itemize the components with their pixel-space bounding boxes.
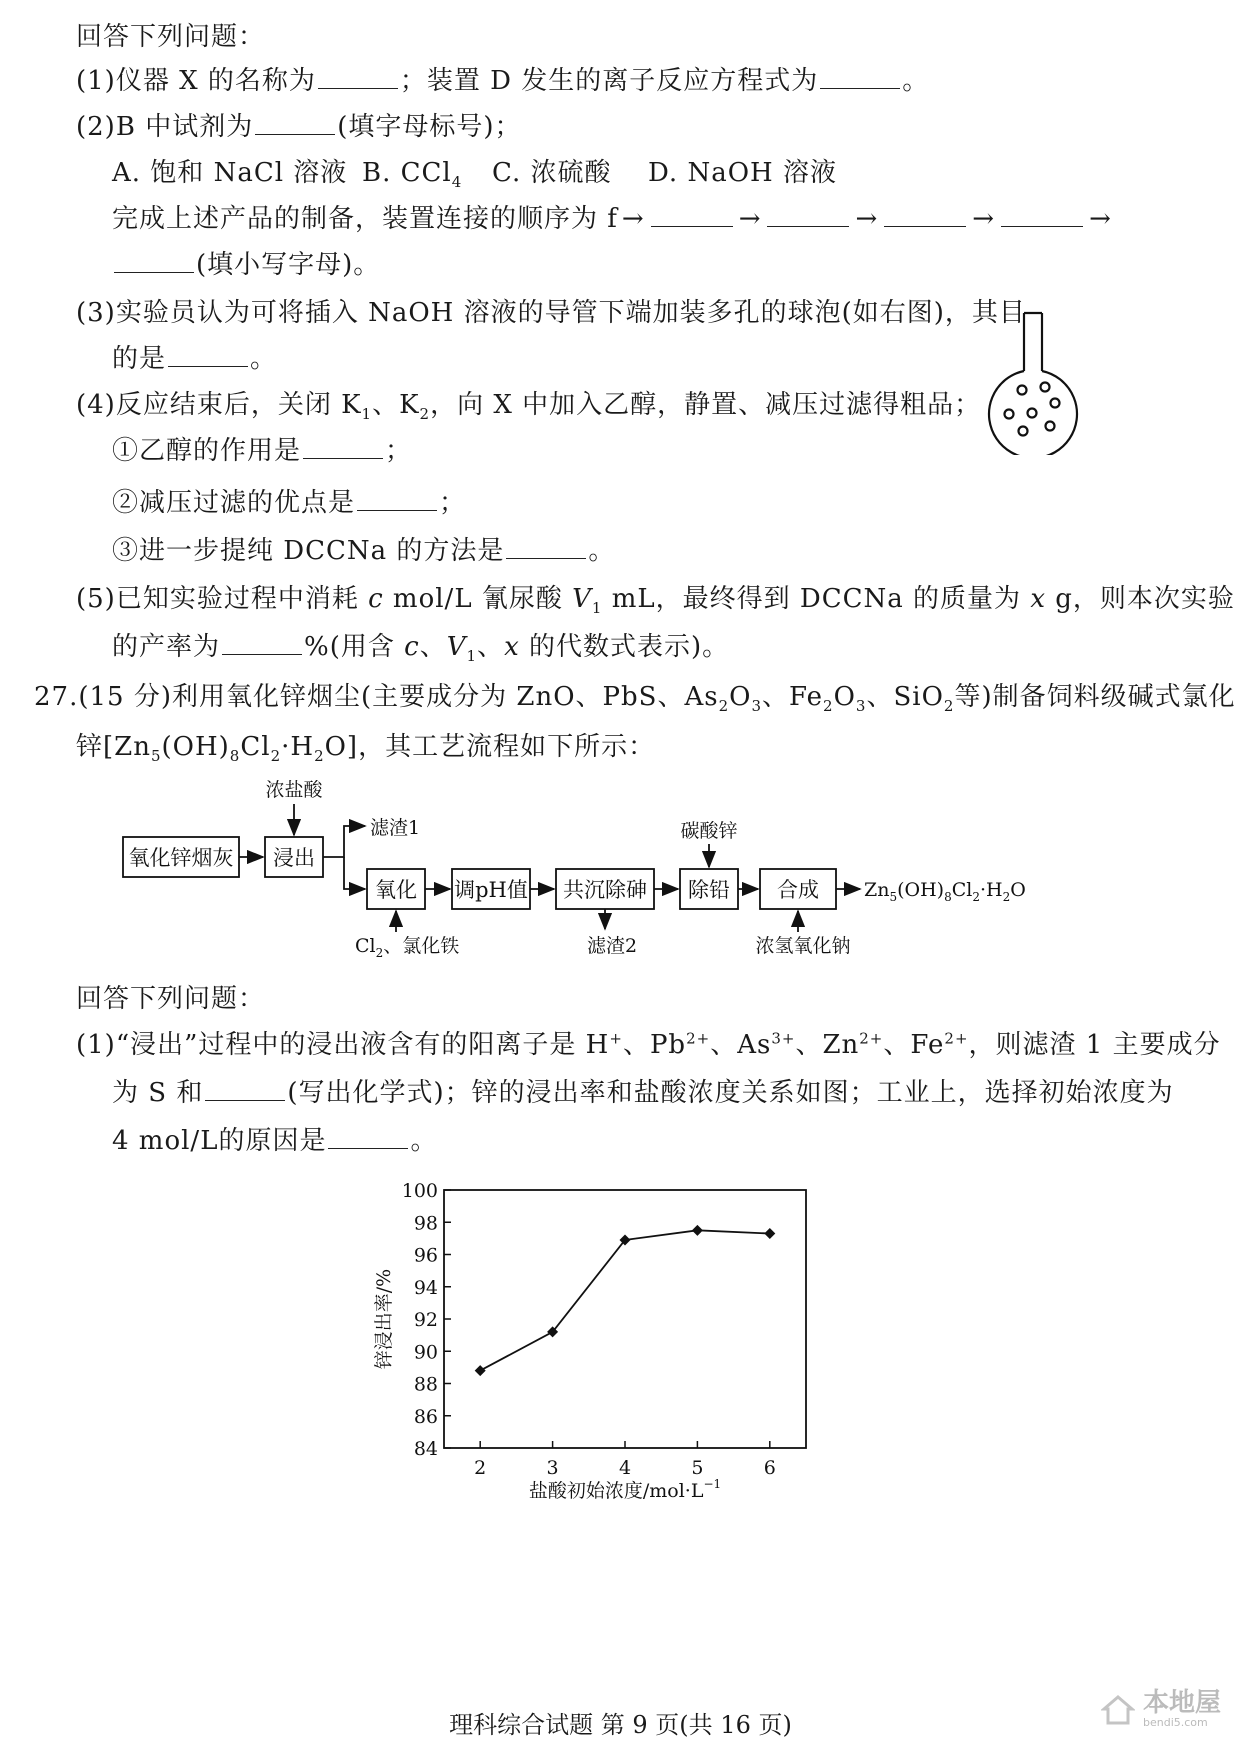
answer-blank[interactable] — [318, 66, 398, 89]
y-tick-label: 96 — [413, 1244, 438, 1267]
ion-charge: + — [609, 1029, 623, 1048]
q3-text-a: 的是 — [112, 344, 167, 374]
question-5 — [76, 582, 1235, 616]
q27-sub: 2 — [943, 697, 955, 716]
porous-bulb-figure — [985, 305, 1085, 455]
bulb-hole — [1019, 427, 1028, 436]
product-sub: 2 — [972, 890, 980, 904]
answer-blank[interactable] — [328, 1126, 408, 1149]
q27-text: O]，其工艺流程如下所示： — [324, 732, 656, 762]
flow-oxidize-label: 氧化 — [375, 878, 417, 902]
q27-text: ·H — [281, 732, 315, 762]
flow-arrow — [323, 826, 365, 857]
answer-blank[interactable] — [1001, 204, 1083, 227]
y-tick-label: 94 — [413, 1276, 438, 1299]
q27-1-text: (1)“浸出”过程中的浸出液含有的阳离子是 H — [76, 1030, 610, 1060]
oxidize-input-cl: Cl — [355, 935, 376, 957]
q5-sep: 、 — [477, 632, 505, 662]
answer-blank[interactable] — [303, 436, 383, 459]
product-part: Zn — [864, 879, 890, 901]
flow-remove-pb-input: 碳酸锌 — [680, 820, 738, 842]
q5-text-a: (5)已知实验过程中消耗 — [76, 584, 369, 614]
question-27 — [34, 680, 1236, 714]
order-end — [112, 248, 380, 282]
answer-blank[interactable] — [205, 1078, 285, 1101]
q1-text-c: 。 — [902, 66, 930, 96]
flow-arrow — [344, 857, 365, 889]
watermark-title: 本地屋 — [1142, 1688, 1221, 1718]
process-flow-diagram — [0, 780, 1241, 965]
q4-text-a: (4)反应结束后，关闭 K — [76, 390, 362, 420]
bulb-hole — [1041, 383, 1050, 392]
option-d: D. NaOH 溶液 — [648, 158, 837, 188]
bulb-hole — [1018, 386, 1027, 395]
q5-sep: 、 — [419, 632, 447, 662]
q5-var-c: c — [368, 584, 384, 614]
product-part: ·H — [979, 879, 1003, 901]
q27-text: (OH) — [161, 732, 230, 762]
y-tick-label: 86 — [413, 1405, 438, 1428]
order-text: 完成上述产品的制备，装置连接的顺序为 f — [112, 204, 618, 234]
q5-sub: 1 — [466, 647, 478, 666]
q27-1-text: ，则滤渣 1 主要成分 — [968, 1030, 1221, 1060]
q27-text: 等)制备饲料级碱式氯化 — [954, 682, 1236, 712]
q4-sub: 2 — [419, 405, 431, 424]
product-sub: 8 — [944, 890, 952, 904]
product-part: (OH) — [897, 879, 945, 901]
q27-text: O — [833, 682, 856, 712]
arrow-icon: → — [621, 204, 645, 234]
q27-1-text: 、Pb — [622, 1030, 687, 1060]
q4-2-text: ②减压过滤的优点是 — [112, 488, 356, 518]
y-tick-label: 90 — [413, 1341, 438, 1364]
flow-product — [864, 879, 1026, 904]
flow-residue1: 滤渣1 — [370, 817, 421, 839]
q1-text-a: (1)仪器 X 的名称为 — [76, 66, 316, 96]
arrow-icon: → — [855, 204, 879, 234]
answer-blank[interactable] — [506, 536, 586, 559]
q5-end: 的代数式表示)。 — [519, 632, 730, 662]
zinc-leach-rate-chart — [360, 1172, 840, 1512]
x-axis-label-text: 盐酸初始浓度/mol·L — [528, 1480, 704, 1502]
y-tick-label: 100 — [401, 1180, 438, 1202]
flow-leach-input: 浓盐酸 — [265, 780, 323, 801]
option-a: A. 饱和 NaCl 溶液 — [112, 158, 348, 188]
flow-synth-label: 合成 — [777, 878, 819, 902]
oxidize-input-rest: 、氯化铁 — [383, 935, 460, 957]
q27-1-text: 4 mol/L的原因是 — [112, 1126, 327, 1156]
flow-adjust-ph-label: 调pH值 — [454, 878, 528, 902]
ion-charge: 3+ — [771, 1029, 796, 1048]
answer-blank[interactable] — [884, 204, 966, 227]
watermark-sub: bendi5.com — [1142, 1716, 1208, 1729]
question-27-cont — [76, 730, 655, 764]
q27-sub: 3 — [855, 697, 867, 716]
answer-blank[interactable] — [255, 112, 335, 135]
q5-yield: 的产率为 — [112, 632, 221, 662]
answer-intro-2: 回答下列问题： — [76, 984, 266, 1014]
ion-charge: 2+ — [859, 1029, 884, 1048]
q27-sub: 2 — [314, 747, 325, 766]
q5-var-v: V — [572, 584, 592, 614]
question-27-1-end — [112, 1124, 437, 1158]
arrow-icon: → — [1089, 204, 1112, 234]
question-27-1 — [76, 1028, 1221, 1062]
connection-order — [112, 202, 1116, 236]
q27-sub: 8 — [229, 747, 241, 766]
q4-2-end: ； — [439, 488, 467, 518]
arrow-icon: → — [738, 204, 762, 234]
q27-text: Cl — [240, 732, 271, 762]
q2-text-b: (填字母标号)； — [337, 112, 522, 142]
data-point-diamond — [475, 1365, 486, 1376]
answer-blank[interactable] — [222, 632, 302, 655]
q4-sub: 1 — [361, 405, 373, 424]
x-tick-label: 6 — [763, 1457, 776, 1479]
flow-start-label: 氧化锌烟灰 — [128, 846, 234, 870]
x-tick-label: 2 — [474, 1457, 487, 1479]
q4-text-c: ，向 X 中加入乙醇，静置、减压过滤得粗品； — [430, 390, 982, 420]
product-sub: 2 — [1002, 890, 1011, 904]
house-logo-icon — [1101, 1693, 1135, 1727]
question-5-cont — [112, 630, 729, 664]
x-axis-label — [529, 1477, 721, 1502]
question-27-1-cont — [112, 1076, 1174, 1110]
q5-var-v: V — [446, 632, 467, 662]
product-part: O — [1010, 879, 1026, 901]
q27-sub: 2 — [270, 747, 282, 766]
q27-text: O — [729, 682, 752, 712]
q27-text: 、SiO — [866, 682, 944, 712]
question-3: (3)实验员认为可将插入 NaOH 溶液的导管下端加装多孔的球泡(如右图)，其目 — [76, 298, 1026, 328]
page-footer: 理科综合试题 第 9 页(共 16 页) — [449, 1711, 792, 1739]
y-tick-label: 92 — [413, 1309, 438, 1331]
question-2 — [76, 110, 522, 144]
flow-leach-label: 浸出 — [273, 846, 315, 870]
flow-residue2: 滤渣2 — [586, 935, 638, 957]
q4-3-text: ③进一步提纯 DCCNa 的方法是 — [112, 536, 505, 566]
plot-frame — [444, 1190, 806, 1448]
q4-3-end: 。 — [588, 536, 616, 566]
q27-text: 锌[Zn — [76, 732, 151, 762]
question-4-1 — [112, 434, 412, 468]
q27-1-text: 、As — [710, 1030, 772, 1060]
series-line — [480, 1230, 770, 1370]
ion-charge: 2+ — [944, 1029, 969, 1048]
product-sub: 5 — [889, 890, 898, 904]
q5-text-b: mol/L 氰尿酸 — [383, 584, 573, 614]
answer-blank[interactable] — [651, 204, 733, 227]
y-tick-label: 98 — [413, 1212, 438, 1235]
q27-sub: 5 — [150, 747, 162, 766]
q27-1-text: 。 — [410, 1126, 438, 1156]
answer-blank[interactable] — [357, 488, 437, 511]
q4-1-text: ①乙醇的作用是 — [112, 436, 302, 466]
question-4-3 — [112, 534, 615, 568]
option-b-sub: 4 — [451, 173, 463, 192]
answer-blank[interactable] — [114, 250, 194, 273]
option-b — [362, 156, 462, 190]
question-4-2 — [112, 486, 466, 520]
q3-text-b: 。 — [250, 344, 278, 374]
q4-text-b: 、K — [372, 390, 420, 420]
flow-oxidize-input — [355, 935, 459, 960]
q27-text: 27.(15 分)利用氧化锌烟尘(主要成分为 ZnO、PbS、As — [34, 682, 719, 712]
q27-1-text: 为 S 和 — [112, 1078, 204, 1108]
question-1 — [76, 64, 929, 98]
watermark — [1101, 1690, 1221, 1729]
q5-var-x: x — [1030, 584, 1046, 614]
answer-intro: 回答下列问题： — [76, 22, 266, 52]
q27-1-text: (写出化学式)；锌的浸出率和盐酸浓度关系如图；工业上，选择初始浓度为 — [287, 1078, 1174, 1108]
flow-synth-input: 浓氢氧化钠 — [755, 935, 851, 957]
x-axis — [474, 1441, 776, 1479]
q5-text-d: mL，最终得到 DCCNa 的质量为 — [602, 584, 1031, 614]
oxidize-input-sub: 2 — [375, 946, 384, 960]
q4-1-end: ； — [385, 436, 413, 466]
q27-sub: 2 — [718, 697, 730, 716]
y-axis-label: 锌浸出率/% — [373, 1268, 395, 1370]
arrow-icon: → — [972, 204, 996, 234]
x-tick-label: 3 — [546, 1457, 559, 1479]
q27-1-text: 、Zn — [795, 1030, 860, 1060]
data-point-diamond — [692, 1225, 703, 1236]
order-end-text: (填小写字母)。 — [196, 250, 381, 280]
data-markers — [475, 1225, 776, 1376]
bulb-outline — [989, 371, 1077, 455]
bulb-hole — [1046, 422, 1055, 431]
answer-blank[interactable] — [168, 344, 248, 367]
answer-blank[interactable] — [767, 204, 849, 227]
bulb-hole — [1051, 399, 1060, 408]
bulb-hole — [1005, 410, 1014, 419]
y-tick-label: 84 — [413, 1438, 438, 1460]
flow-coprecip-label: 共沉除砷 — [563, 878, 647, 902]
y-tick-label: 88 — [413, 1373, 438, 1396]
bulb-hole — [1028, 409, 1037, 418]
answer-blank[interactable] — [820, 66, 900, 89]
q5-sub: 1 — [591, 599, 603, 618]
q5-text: %(用含 — [304, 632, 405, 662]
data-point-diamond — [764, 1228, 775, 1239]
q27-sub: 3 — [751, 697, 763, 716]
q2-text-a: (2)B 中试剂为 — [76, 112, 254, 142]
q27-sub: 2 — [823, 697, 834, 716]
option-b-text: B. CCl — [362, 158, 452, 188]
q5-var-c: c — [404, 632, 420, 662]
option-c: C. 浓硫酸 — [492, 158, 612, 188]
question-3-cont — [112, 342, 277, 376]
q27-text: 、Fe — [762, 682, 824, 712]
question-4 — [76, 388, 981, 422]
x-axis-label-sup: −1 — [703, 1477, 722, 1491]
x-tick-label: 4 — [618, 1457, 632, 1479]
x-tick-label: 5 — [691, 1457, 704, 1479]
q27-1-text: 、Fe — [883, 1030, 945, 1060]
q5-var-x: x — [504, 632, 520, 662]
product-part: Cl — [951, 879, 973, 901]
q1-text-b: ；装置 D 发生的离子反应方程式为 — [399, 66, 819, 96]
ion-charge: 2+ — [686, 1029, 711, 1048]
q5-text-e: g，则本次实验 — [1046, 584, 1235, 614]
flow-remove-pb-label: 除铅 — [688, 878, 730, 902]
